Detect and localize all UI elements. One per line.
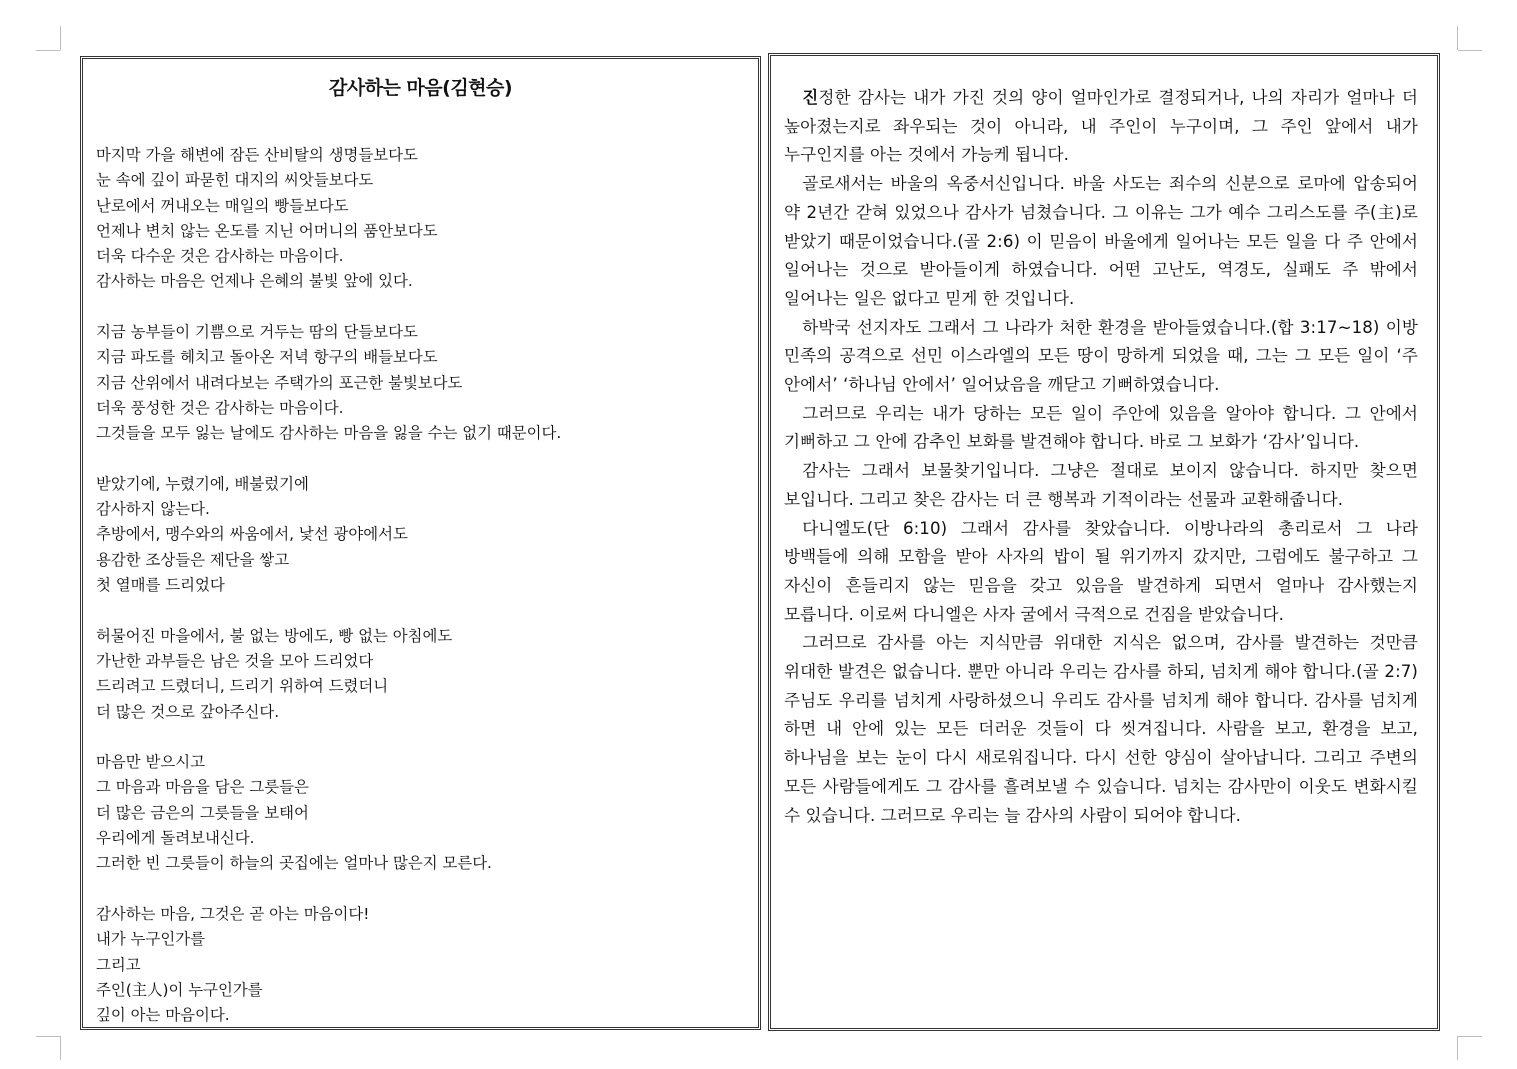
poem-line: 더욱 풍성한 것은 감사하는 마음이다. xyxy=(96,398,344,417)
crop-mark xyxy=(1458,1036,1482,1037)
stanza-break xyxy=(96,877,748,902)
essay-panel xyxy=(768,53,1440,1031)
poem-title: 감사하는 마음(김현승) xyxy=(328,77,513,99)
essay-paragraph: 하박국 선지자도 그래서 그 나라가 처한 환경을 받아들였습니다.(합 3:17~18) 이방 민족의 공격으로 선민 이스라엘의 모든 땅이 망하게 되었을 때, 그는 그 모든 일이 ‘주 안에서’ ‘하나님 안에서’ 일어났음을 깨닫고 기뻐하였습니다. xyxy=(784,317,1418,395)
stanza-break xyxy=(96,447,748,472)
poem-line: 더 많은 금은의 그릇들을 보태어 xyxy=(96,803,309,822)
poem-body xyxy=(96,143,748,1028)
essay-paragraph: 진정한 감사는 내가 가진 것의 양이 얼마인가로 결정되거나, 나의 자리가 얼마나 더 높아졌는지로 좌우되는 것이 아니라, 내 주인이 누구이며, 그 주인 앞에서 내가 누구인지를 아는 것에서 가능케 됩니다. xyxy=(784,88,1418,165)
poem-line: 그리고 xyxy=(96,955,141,974)
poem-line: 내가 누구인가를 xyxy=(96,930,205,949)
poem-line: 추방에서, 맹수와의 싸움에서, 낯선 광야에서도 xyxy=(96,525,408,544)
poem-line: 첫 열매를 드리었다 xyxy=(96,576,225,595)
poem-line: 받았기에, 누렸기에, 배불렀기에 xyxy=(96,474,309,493)
poem-line: 그 마음과 마음을 담은 그릇들은 xyxy=(96,778,309,797)
stanza-break xyxy=(96,598,748,623)
essay-paragraph: 골로새서는 바울의 옥중서신입니다. 바울 사도는 죄수의 신분으로 로마에 압송되어 약 2년간 갇혀 있었으나 감사가 넘쳤습니다. 그 이유는 그가 예수 그리스도를 주(主)로 받았기 때문이었습니다.(골 2:6) 이 믿음이 바울에게 일어나는 모든 일을 다 주 안에서 일어나는 것으로 받아들이게 하였습니다. 어떤 고난도, 역경도, 실패도 주 밖에서 일어나는 일은 없다고 믿게 한 것입니다. xyxy=(784,174,1418,308)
poem-line: 허물어진 마을에서, 불 없는 방에도, 빵 없는 아침에도 xyxy=(96,626,453,645)
poem-line: 지금 농부들이 기쁨으로 거두는 땀의 단들보다도 xyxy=(96,323,418,342)
poem-line: 마지막 가을 해변에 잠든 산비탈의 생명들보다도 xyxy=(96,146,418,164)
crop-mark xyxy=(60,1036,61,1060)
essay-body xyxy=(784,84,1418,830)
poem-line: 감사하는 마음은 언제나 은혜의 불빛 앞에 있다. xyxy=(96,272,413,291)
crop-mark xyxy=(36,1036,60,1037)
stanza-break xyxy=(96,725,748,750)
stanza-break xyxy=(96,295,748,320)
poem-line: 용감한 조상들은 제단을 쌓고 xyxy=(96,550,290,569)
poem-line: 눈 속에 깊이 파묻힌 대지의 씨앗들보다도 xyxy=(96,171,374,190)
poem-line: 주인(主人)이 누구인가를 xyxy=(96,980,263,999)
poem-line: 가난한 과부들은 남은 것을 모아 드리었다 xyxy=(96,651,374,670)
poem-line: 감사하는 마음, 그것은 곧 아는 마음이다! xyxy=(96,904,370,923)
crop-mark xyxy=(1457,1036,1458,1060)
crop-mark xyxy=(1457,26,1458,50)
crop-mark xyxy=(60,26,61,50)
poem-line: 난로에서 꺼내오는 매일의 빵들보다도 xyxy=(96,196,349,215)
poem-line: 더욱 다수운 것은 감사하는 마음이다. xyxy=(96,247,344,266)
poem-line: 우리에게 돌려보내신다. xyxy=(96,829,255,848)
crop-mark xyxy=(1458,50,1482,51)
poem-line: 지금 산위에서 내려다보는 주택가의 포근한 불빛보다도 xyxy=(96,373,463,392)
essay-paragraph: 그러므로 우리는 내가 당하는 모든 일이 주안에 있음을 알아야 합니다. 그 안에서 기뻐하고 그 안에 감추인 보화를 발견해야 합니다. 바로 그 보화가 ‘감사’입니다. xyxy=(784,403,1418,452)
poem-line: 언제나 변치 않는 온도를 지닌 어머니의 품안보다도 xyxy=(96,221,438,240)
poem-line: 그러한 빈 그릇들이 하늘의 곳집에는 얼마나 많은지 모른다. xyxy=(96,854,492,873)
poem-line: 깊이 아는 마음이다. xyxy=(96,1006,230,1025)
poem-panel xyxy=(80,56,761,1030)
poem-line: 드리려고 드렸더니, 드리기 위하여 드렸더니 xyxy=(96,677,389,696)
essay-paragraph: 다니엘도(단 6:10) 그래서 감사를 찾았습니다. 이방나라의 총리로서 그 나라 방백들에 의해 모함을 받아 사자의 밥이 될 위기까지 갔지만, 그럼에도 불구하고 그 자신이 흔들리지 않는 믿음을 갖고 있음을 발견하게 되면서 얼마나 감사했는지 모릅니다. 이로써 다니엘은 사자 굴에서 극적으로 건짐을 받았습니다. xyxy=(784,518,1418,624)
poem-line: 마음만 받으시고 xyxy=(96,753,205,772)
crop-mark xyxy=(36,50,60,51)
poem-line: 더 많은 것으로 갚아주신다. xyxy=(96,702,280,721)
poem-line: 지금 파도를 헤치고 돌아온 저녁 항구의 배들보다도 xyxy=(96,348,438,367)
essay-paragraph: 그러므로 감사를 아는 지식만큼 위대한 지식은 없으며, 감사를 발견하는 것만큼 위대한 발견은 없습니다. 뿐만 아니라 우리는 감사를 하되, 넘치게 해야 합니다.(골 2:7) 주님도 우리를 넘치게 사랑하셨으니 우리도 감사를 넘치게 해야 합니다. 감사를 넘치게 하면 내 안에 있는 모든 더러운 것들이 다 씻겨집니다. 사람을 보고, 환경을 보고, 하나님을 보는 눈이 다시 새로워집니다. 다시 선한 양심이 살아납니다. 그리고 주변의 모든 사람들에게도 그 감사를 흘려보낼 수 있습니다. 넘치는 감사만이 이웃도 변화시킬 수 있습니다. 그러므로 우리는 늘 감사의 사람이 되어야 합니다. xyxy=(784,633,1418,825)
poem-line: 그것들을 모두 잃는 날에도 감사하는 마음을 잃을 수는 없기 때문이다. xyxy=(96,424,562,443)
poem-line: 감사하지 않는다. xyxy=(96,500,210,519)
essay-paragraph: 감사는 그래서 보물찾기입니다. 그냥은 절대로 보이지 않습니다. 하지만 찾으면 보입니다. 그리고 찾은 감사는 더 큰 행복과 기적이라는 선물과 교환해줍니다. xyxy=(784,461,1418,509)
